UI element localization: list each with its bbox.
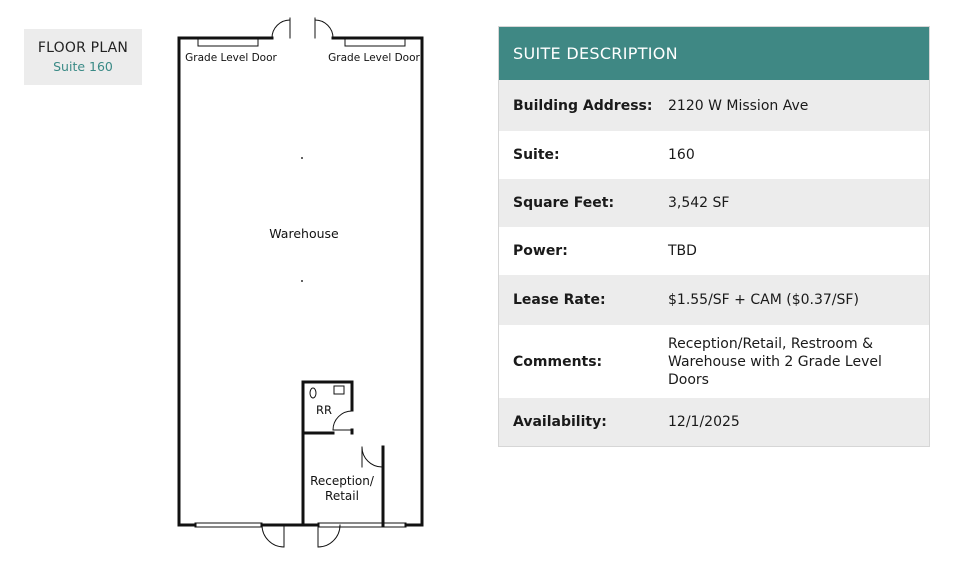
grade-door-left-label: Grade Level Door [185,52,277,64]
row-key: Availability: [513,414,607,430]
row-value: Reception/Retail, Restroom & Warehouse with 2 Grade Level Doors [668,335,882,388]
row-value: 3,542 SF [668,195,730,211]
row-value: 160 [668,147,695,163]
row-building-address [499,80,929,131]
row-key: Power: [513,243,568,259]
row-value: $1.55/SF + CAM ($0.37/SF) [668,292,859,308]
restroom-label: RR [316,403,332,417]
door-swing-reception [362,447,382,467]
door-swing-top-right [315,20,333,38]
row-value: 12/1/2025 [668,414,740,430]
toilet-icon [310,388,316,398]
door-swing-bottom-right [318,525,340,547]
floor-plan-title: FLOOR PLAN [37,40,129,56]
door-swing-bottom-left [262,525,284,547]
door-swing-rr [333,411,352,430]
row-key: Comments: [513,353,603,370]
row-square-feet [499,179,929,227]
suite-description-table [498,26,930,447]
row-value: TBD [668,243,697,259]
grade-door-right-label: Grade Level Door [328,52,420,64]
row-lease-rate [499,275,929,325]
floor-plan-suite: Suite 160 [53,59,113,74]
reception-label-line2: Retail [325,489,359,503]
reception-label-line1: Reception/ [310,474,374,488]
row-key: Square Feet: [513,195,615,211]
row-power [499,227,929,275]
door-swing-top-left [272,20,290,38]
row-key: Suite: [513,147,560,163]
row-key: Building Address: [513,97,653,114]
sink-icon [334,386,344,394]
row-value: 2120 W Mission Ave [668,97,809,114]
row-availability [499,398,929,446]
warehouse-label: Warehouse [269,226,339,241]
row-key: Lease Rate: [513,292,606,308]
row-comments [499,325,929,398]
row-suite [499,131,929,179]
suite-description-header: SUITE DESCRIPTION [499,27,929,80]
